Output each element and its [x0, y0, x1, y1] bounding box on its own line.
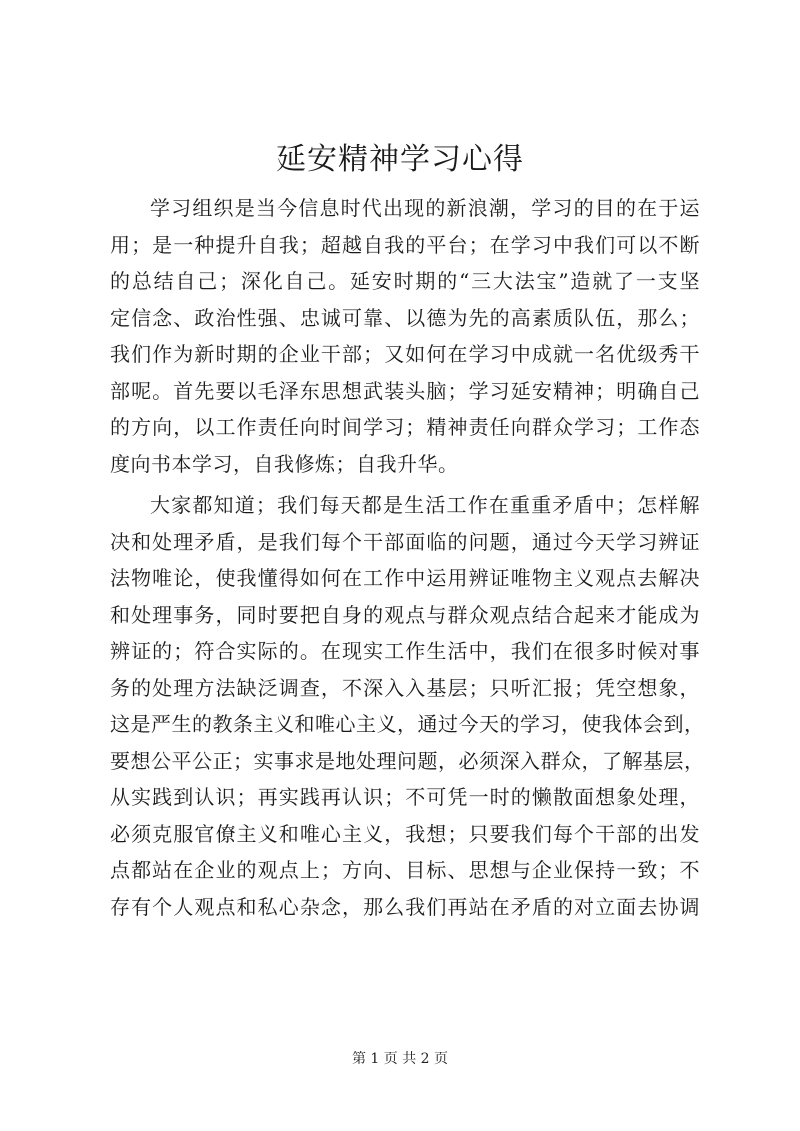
text-line: 的方向，以工作责任向时间学习；精神责任向群众学习；工作态: [110, 415, 700, 439]
text-line: 定信念、政治性强、忠诚可靠、以德为先的高素质队伍，那么；: [110, 305, 700, 330]
text-line: 我们作为新时期的企业干部；又如何在学习中成就一名优级秀干: [110, 342, 700, 366]
text-line: 点都站在企业的观点上；方向、目标、思想与企业保持一致；不: [110, 858, 700, 882]
text-line: 用；是一种提升自我；超越自我的平台；在学习中我们可以不断: [110, 232, 700, 257]
text-line: 决和处理矛盾，是我们每个干部面临的问题，通过今天学习辨证: [110, 529, 700, 554]
text-line: 学习组织是当今信息时代出现的新浪潮，学习的目的在于运: [150, 196, 700, 220]
text-line: 从实践到认识；再实践再认识；不可凭一时的懒散面想象处理，: [110, 785, 700, 809]
page-title: 延安精神学习心得: [276, 142, 524, 177]
text-line: 部呢。首先要以毛泽东思想武装头脑；学习延安精神；明确自己: [110, 378, 700, 403]
text-line: 法物唯论，使我懂得如何在工作中运用辨证唯物主义观点去解决: [110, 566, 700, 590]
text-line: 辨证的；符合实际的。在现实工作生活中，我们在很多时候对事: [110, 639, 700, 663]
text-line: 存有个人观点和私心杂念，那么我们再站在矛盾的对立面去协调: [110, 894, 700, 919]
paragraph-2: [110, 487, 705, 925]
text-line: 务的处理方法缺泛调查，不深入入基层；只听汇报；凭空想象，: [110, 675, 700, 700]
text-line: 要想公平公正；实事求是地处理问题，必须深入群众，了解基层，: [110, 748, 705, 773]
text-line: 大家都知道；我们每天都是生活工作在重重矛盾中；怎样解: [150, 493, 700, 517]
text-line: 度向书本学习，自我修炼；自我升华。: [110, 451, 459, 476]
page-footer: 第 1 页 共 2 页: [351, 1051, 449, 1067]
paragraph-1: [110, 190, 700, 482]
document-body: [110, 190, 705, 925]
text-line: 的总结自己；深化自己。延安时期的“三大法宝”造就了一支坚: [110, 269, 700, 293]
text-line: 这是严生的教条主义和唯心主义，通过今天的学习，使我体会到，: [110, 712, 705, 736]
text-line: 和处理事务，同时要把自身的观点与群众观点结合起来才能成为: [110, 602, 700, 627]
text-line: 必须克服官僚主义和唯心主义，我想；只要我们每个干部的出发: [110, 821, 700, 846]
